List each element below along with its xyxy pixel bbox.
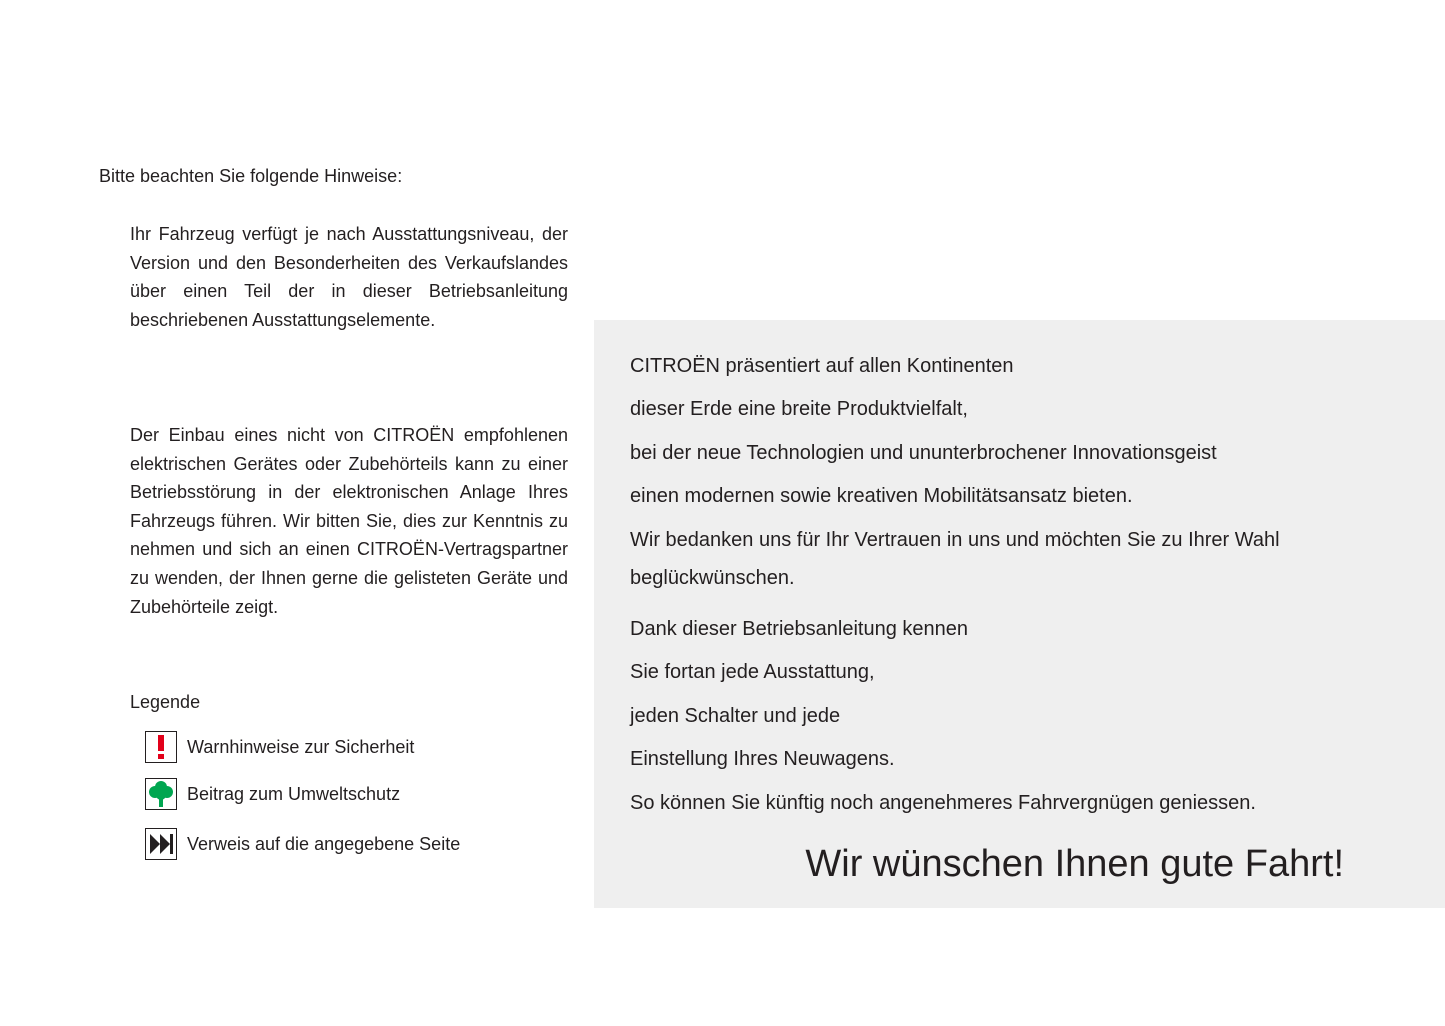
intro-heading: Bitte beachten Sie folgende Hinweise: [99, 166, 403, 186]
welcome-line: jeden Schalter und jede [630, 705, 841, 727]
fast-forward-icon [145, 828, 177, 860]
welcome-line: dieser Erde eine breite Produktvielfalt, [630, 398, 968, 420]
equipment-notice-paragraph: Ihr Fahrzeug verfügt je nach Ausstattungsniveau, der Version und den Besonderheiten des Verkaufslandes über einen Teil der in dieser Betriebsanleitung beschriebenen Ausstattungselemente. [130, 224, 568, 330]
legend-label-environment: Beitrag zum Umweltschutz [187, 784, 401, 804]
welcome-line: einen modernen sowie kreativen Mobilitätsansatz bieten. [630, 485, 1133, 507]
legend-item-page-reference [145, 827, 460, 861]
welcome-line: So können Sie künftig noch angenehmeres Fahrvergnügen geniessen. [630, 792, 1256, 814]
welcome-line: beglückwünschen. [630, 567, 795, 589]
welcome-line: Sie fortan jede Ausstattung, [630, 661, 875, 683]
welcome-line: Wir bedanken uns für Ihr Vertrauen in uns und möchten Sie zu Ihrer Wahl [630, 529, 1280, 551]
legend-label-page-reference: Verweis auf die angegebene Seite [187, 834, 461, 854]
welcome-line: Einstellung Ihres Neuwagens. [630, 748, 895, 770]
legend-title: Legende [130, 692, 201, 712]
welcome-panel [594, 320, 1445, 908]
tree-icon [145, 778, 177, 810]
accessory-notice-paragraph: Der Einbau eines nicht von CITROËN empfohlenen elektrischen Gerätes oder Zubehörteils kann zu einer Betriebsstörung in der elektronischen Anlage Ihres Fahrzeugs führen. Wir bitten Sie, dies zur Kenntnis zu nehmen und sich an einen CITROËN-Vertragspartner zu wenden, der Ihnen gerne die gelisteten Geräte und Zubehörteile zeigt. [130, 425, 568, 617]
welcome-line: bei der neue Technologien und ununterbrochener Innovationsgeist [630, 442, 1217, 464]
legend-item-safety [145, 730, 414, 764]
welcome-line: CITROËN präsentiert auf allen Kontinenten [630, 355, 1014, 377]
warning-exclamation-icon [145, 731, 177, 763]
farewell-heading: Wir wünschen Ihnen gute Fahrt! [805, 843, 1344, 885]
legend-item-environment [145, 777, 400, 811]
legend-label-safety: Warnhinweise zur Sicherheit [187, 737, 415, 757]
welcome-line: Dank dieser Betriebsanleitung kennen [630, 618, 968, 640]
